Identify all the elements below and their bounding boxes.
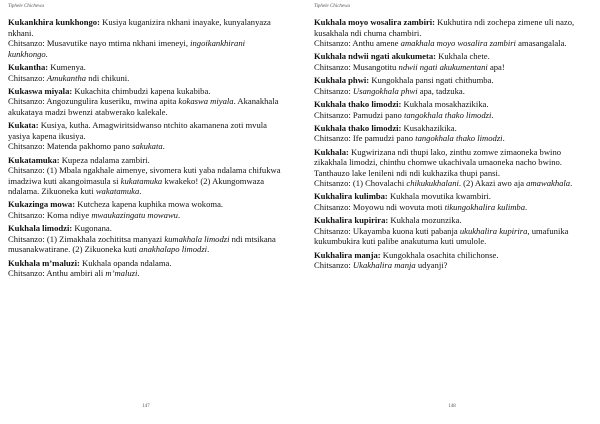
example-text: Chitsanzo: Musangotitu [314, 61, 399, 72]
example-text: Chitsanzo: Matenda pakhomo pano [8, 141, 133, 152]
entry-headword: Kukhala phwi: [314, 75, 370, 86]
entry-definition: Kukhala mosakhazikika. [401, 98, 489, 109]
entry-definition: Kungokhala pansi ngati chithumba. [369, 75, 494, 86]
entry-example [314, 260, 588, 271]
entry-example [314, 133, 588, 144]
entry-example [8, 234, 282, 255]
example-text: udyanji? [415, 260, 448, 271]
dictionary-entry [8, 258, 282, 279]
example-text: amasangalala. [515, 38, 567, 49]
example-text: Chitsanzo: Koma ndiye [8, 210, 92, 221]
entry-definition: Kukhala opanda ndalama. [79, 257, 172, 268]
entry-definition: Kukachita chimbudzi kapena kukabiba. [72, 85, 211, 96]
entry-headword: Kukaswa miyala: [8, 85, 73, 96]
dictionary-entry [8, 223, 282, 255]
entry-definition-line [8, 17, 282, 38]
example-italic-phrase: Usangokhala phwi [352, 85, 418, 96]
dictionary-entry [314, 123, 588, 144]
right-page [314, 0, 590, 424]
entry-headword: Kukhala ndwii ngati akukumeta: [314, 51, 437, 62]
dictionary-entry [8, 199, 282, 220]
example-text: Chitsanzo: [314, 85, 353, 96]
example-italic-phrase: wakatamuka [95, 186, 140, 197]
example-italic-phrase: Ukakhalira manja [352, 260, 416, 271]
example-text: . [491, 109, 494, 120]
example-text: . [570, 178, 573, 189]
entry-example [8, 38, 282, 59]
example-italic-phrase: amakhala moyo wosalira zambiri [400, 38, 516, 49]
entry-definition-line [314, 17, 588, 38]
entry-definition-line [8, 155, 282, 166]
entry-headword: Kukhala moyo wosalira zambiri: [314, 17, 436, 27]
dictionary-entry [8, 86, 282, 118]
entry-definition-line [8, 258, 282, 269]
dictionary-entry [314, 99, 588, 120]
dictionary-entry [314, 51, 588, 72]
entry-definition-line [314, 75, 588, 86]
entry-headword: Kukhala: [314, 146, 349, 157]
example-text: Chitsanzo: Musavutike nayo mtima nkhani imeneyi, [8, 38, 191, 49]
example-text: . [139, 186, 142, 197]
example-italic-phrase: tikungokhalira kulimba [444, 202, 526, 213]
entry-headword: Kukhala m’maluzi: [8, 257, 80, 268]
dictionary-entry [314, 215, 588, 247]
entry-definition-line [314, 250, 588, 261]
example-text: . (2) Akazi awo aja [458, 178, 527, 189]
right-page-entries [314, 17, 588, 273]
example-italic-phrase: ukukhalira kupirira [459, 225, 528, 236]
entry-definition: Kusakhazikika. [401, 122, 457, 133]
entry-definition-line [314, 99, 588, 110]
example-italic-phrase: m’maluzi [105, 268, 138, 279]
entry-headword: Kukhala thako limodzi: [314, 98, 402, 109]
example-italic-phrase: kumakhala limodzi [164, 233, 230, 244]
entry-example [8, 268, 282, 279]
example-text: . Akanakhala akukataya madzi bwenzi atabwerako kalekale. [8, 96, 279, 117]
entry-example [314, 110, 588, 121]
dictionary-entry [314, 250, 588, 271]
entry-headword: Kukhalira kupirira: [314, 215, 389, 226]
example-text: . [525, 202, 528, 213]
example-italic-phrase: kukatamuka [120, 175, 163, 186]
example-text: ndi chikuni. [86, 72, 130, 83]
entry-headword: Kukazinga mowa: [8, 199, 76, 210]
running-head-right: Tiphele Chichewa [314, 4, 350, 9]
entry-definition-line [314, 191, 588, 202]
dictionary-entry [8, 120, 282, 152]
example-italic-phrase: anakhalapo limodzi [139, 244, 208, 255]
example-text: Chitsanzo: Ife pamudzi pano [314, 133, 416, 144]
example-text: kwakeko! (2) Akungomwaza ndalama. Zikuoneka kuti [8, 175, 265, 197]
example-italic-phrase: kokaswa miyala [178, 96, 234, 107]
example-italic-phrase: mwaukazingatu mowawu [91, 210, 178, 221]
entry-definition: Kusiya kuganizira nkhani inayake, kunyalanyaza nkhani. [8, 17, 271, 38]
example-text: . [177, 210, 181, 221]
example-italic-phrase: tangokhala thako limodzi [403, 109, 492, 120]
entry-example [8, 96, 282, 117]
entry-headword: Kukhalira kulimba: [314, 191, 388, 202]
example-text: Chitsanzo: [314, 260, 353, 271]
left-page [8, 0, 284, 424]
entry-example [8, 141, 282, 152]
entry-example [314, 86, 588, 97]
entry-definition-line [314, 123, 588, 134]
entry-example [8, 210, 282, 221]
entry-headword: Kukhala limodzi: [8, 223, 73, 234]
entry-headword: Kukankhira kunkhongo: [8, 17, 100, 27]
entry-headword: Kukatamuka: [8, 154, 60, 165]
example-italic-phrase: ndwii ngati akukumentani [398, 61, 488, 72]
example-italic-phrase: chikukukhalani [406, 178, 459, 189]
dictionary-entry [8, 17, 282, 59]
dictionary-entry [8, 155, 282, 197]
example-text: Chitsanzo: Moyowu ndi wovuta moti [314, 202, 445, 213]
example-italic-phrase: Amukantha [46, 72, 87, 83]
entry-headword: Kukhala thako limodzi: [314, 122, 402, 133]
example-text: apa, tadzuka. [417, 85, 465, 96]
entry-definition-line [8, 120, 282, 141]
entry-definition-line [314, 51, 588, 62]
entry-definition: Kukhutira ndi zochepa zimene uli nazo, kusakhala ndi chuma chambiri. [314, 17, 575, 38]
entry-definition: Kupeza ndalama zambiri. [59, 154, 150, 165]
entry-definition: Kukhala chete. [436, 51, 490, 62]
entry-definition-line [314, 147, 588, 179]
example-text: Chitsanzo: Anthu amene [314, 38, 401, 49]
entry-example [314, 38, 588, 49]
example-italic-phrase: ingoikankhirani kunkhongo. [8, 38, 246, 59]
entry-definition-line [314, 215, 588, 226]
entry-example [314, 226, 588, 247]
dictionary-entry [314, 75, 588, 96]
entry-definition: Kukhala mozunzika. [388, 215, 462, 226]
entry-definition: Kukhala movutika kwambiri. [387, 191, 491, 202]
entry-example [314, 178, 588, 189]
entry-definition: Kugwirizana ndi thupi lako, zinthu zomwe zimaoneka bwino zikakhala limodzi, chinthu chomwe ukachivala umaoneka nacho bwino. Tanthauzo lake lenileni ndi ndi kukhazika thupi pansi. [314, 146, 562, 178]
example-text: Chitsanzo: (1) Chovalachi [314, 178, 407, 189]
entry-definition-line [8, 86, 282, 97]
example-text: . [502, 133, 505, 144]
example-text: apa! [487, 61, 505, 72]
example-text: Chitsanzo: [8, 72, 47, 83]
entry-headword: Kukata: [8, 120, 39, 131]
entry-example [8, 73, 282, 84]
example-text: Chitsanzo: (1) Mbala ngakhale aimenye, sivomera kuti yaba ndalama chifukwa imadziwa kuti akangoimasula si [8, 165, 281, 186]
entry-definition: Kutcheza kapena kuphika mowa wokoma. [75, 199, 224, 210]
example-text: Chitsanzo: Angozungulira kuseriku, mwina apita [8, 96, 179, 107]
example-text: Chitsanzo: Anthu ambiri ali [8, 268, 106, 279]
example-italic-phrase: tangokhala thako limodzi [415, 133, 503, 144]
dictionary-entry [314, 191, 588, 212]
dictionary-entry [314, 147, 588, 189]
page-number-right: 148 [448, 404, 456, 409]
example-text: . [207, 244, 210, 255]
example-text: Chitsanzo: (1) Zimakhala zochititsa manyazi [8, 233, 165, 244]
example-italic-phrase: sakukata [132, 141, 163, 152]
example-text: . [162, 141, 165, 152]
entry-definition-line [8, 223, 282, 234]
example-italic-phrase: amawakhala [526, 178, 571, 189]
entry-definition: Kugonana. [72, 223, 112, 234]
entry-example [8, 165, 282, 197]
running-head-left: Tiphele Chichewa [8, 4, 44, 9]
dictionary-entry [314, 17, 588, 49]
entry-definition-line [8, 62, 282, 73]
entry-example [314, 62, 588, 73]
entry-definition-line [8, 199, 282, 210]
page-number-left: 147 [142, 404, 150, 409]
example-text: ndi mtsikana musanakwatirane. (2) Zikuoneka kuti [8, 233, 276, 255]
example-text: Chitsanzo: Ukayamba kuona kuti pabanja [314, 225, 460, 236]
entry-definition: Kusiya, kutha. Amagwiritsidwanso ntchito akamanena zoti mvula yasiya kapena ikusiya. [8, 120, 267, 141]
entry-headword: Kukhalira manja: [314, 249, 381, 260]
entry-definition: Kungokhala osachita chilichonse. [380, 249, 499, 260]
example-text: . [137, 268, 140, 279]
example-text: Chitsanzo: Pamudzi pano [314, 109, 404, 120]
entry-definition: Kumenya. [48, 61, 86, 72]
example-text: , umafunika kukumbukira kuti palibe anakutuma kuti umulole. [314, 225, 569, 247]
entry-example [314, 202, 588, 213]
left-page-entries [8, 17, 282, 281]
dictionary-entry [8, 62, 282, 83]
entry-headword: Kukantha: [8, 61, 49, 72]
